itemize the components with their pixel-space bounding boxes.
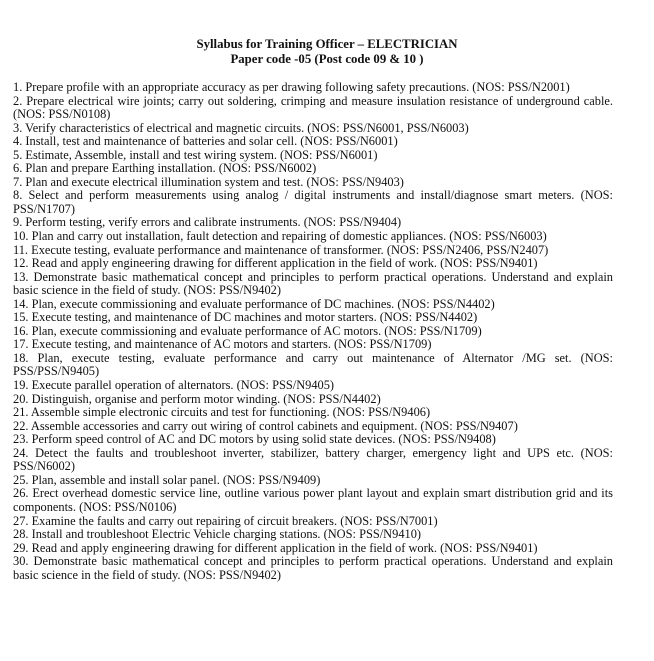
list-item: 12. Read and apply engineering drawing for different application in the field of work. (NOS: PSS/N9401) (13, 256, 538, 271)
list-item: 6. Plan and prepare Earthing installation. (NOS: PSS/N6002) (13, 161, 317, 176)
list-item: 2. Prepare electrical wire joints; carry out soldering, crimping and measure insulation resistance of underground cable. (NOS: PSS/N0108) (13, 93, 613, 122)
list-item: 5. Estimate, Assemble, install and test wiring system. (NOS: PSS/N6001) (13, 147, 378, 162)
list-item: 26. Erect overhead domestic service line, outline various power plant layout and explain smart distribution grid and its components. (NOS: PSS/N0106) (13, 486, 613, 514)
list-item: 15. Execute testing, and maintenance of DC machines and motor starters. (NOS: PSS/N4402) (13, 310, 478, 325)
list-item: 16. Plan, execute commissioning and evaluate performance of AC motors. (NOS: PSS/N1709) (13, 323, 482, 338)
list-item: 29. Read and apply engineering drawing for different application in the field of work. (NOS: PSS/N9401) (13, 540, 538, 555)
list-item: 23. Perform speed control of AC and DC motors by using solid state devices. (NOS: PSS/N9408) (13, 432, 496, 447)
page-subtitle: Paper code -05 (Post code 09 & 10 ) (230, 52, 424, 66)
list-item: 27. Examine the faults and carry out repairing of circuit breakers. (NOS: PSS/N7001) (13, 513, 438, 528)
list-item: 18. Plan, execute testing, evaluate performance and carry out maintenance of Alternator /MG set. (NOS: PSS/PSS/N9405) (13, 350, 613, 379)
syllabus-list (13, 81, 613, 582)
list-item: 4. Install, test and maintenance of batteries and solar cell. (NOS: PSS/N6001) (13, 134, 398, 149)
list-item: 3. Verify characteristics of electrical and magnetic circuits. (NOS: PSS/N6001, PSS/N6003) (13, 120, 469, 135)
list-item: 8. Select and perform measurements using analog / digital instruments and install/diagnose smart meters. (NOS: PSS/N1707) (13, 188, 613, 216)
list-item: 20. Distinguish, organise and perform motor winding. (NOS: PSS/N4402) (13, 391, 381, 406)
list-item: 19. Execute parallel operation of alternators. (NOS: PSS/N9405) (13, 378, 335, 393)
list-item: 30. Demonstrate basic mathematical concept and principles to perform practical operations. Understand and explain basic science in the field of study. (NOS: PSS/N9402) (13, 554, 613, 582)
list-item: 7. Plan and execute electrical illumination system and test. (NOS: PSS/N9403) (13, 174, 404, 189)
list-item: 13. Demonstrate basic mathematical concept and principles to perform practical operations. Understand and explain basic science in the field of study. (NOS: PSS/N9402) (13, 269, 613, 298)
list-item: 21. Assemble simple electronic circuits and test for functioning. (NOS: PSS/N9406) (13, 405, 431, 420)
list-item: 10. Plan and carry out installation, fault detection and repairing of domestic appliances. (NOS: PSS/N6003) (13, 229, 547, 244)
list-item: 1. Prepare profile with an appropriate accuracy as per drawing following safety precautions. (NOS: PSS/N2001) (13, 80, 570, 94)
list-item: 24. Detect the faults and troubleshoot inverter, stabilizer, battery charger, emergency light and UPS etc. (NOS: PSS/N6002) (13, 445, 613, 474)
list-item: 28. Install and troubleshoot Electric Vehicle charging stations. (NOS: PSS/N9410) (13, 527, 422, 542)
page-title: Syllabus for Training Officer – ELECTRICIAN (196, 37, 458, 51)
list-item: 25. Plan, assemble and install solar panel. (NOS: PSS/N9409) (13, 472, 321, 487)
list-item: 14. Plan, execute commissioning and evaluate performance of DC machines. (NOS: PSS/N4402) (13, 296, 495, 311)
list-item: 9. Perform testing, verify errors and calibrate instruments. (NOS: PSS/N9404) (13, 215, 402, 230)
list-item: 11. Execute testing, evaluate performance and maintenance of transformer. (NOS: PSS/N2406, PSS/N2407) (13, 242, 549, 257)
list-item: 22. Assemble accessories and carry out wiring of control cabinets and equipment. (NOS: PSS/N9407) (13, 418, 518, 433)
list-item: 17. Execute testing, and maintenance of AC motors and starters. (NOS: PSS/N1709) (13, 337, 432, 352)
header (0, 37, 654, 67)
